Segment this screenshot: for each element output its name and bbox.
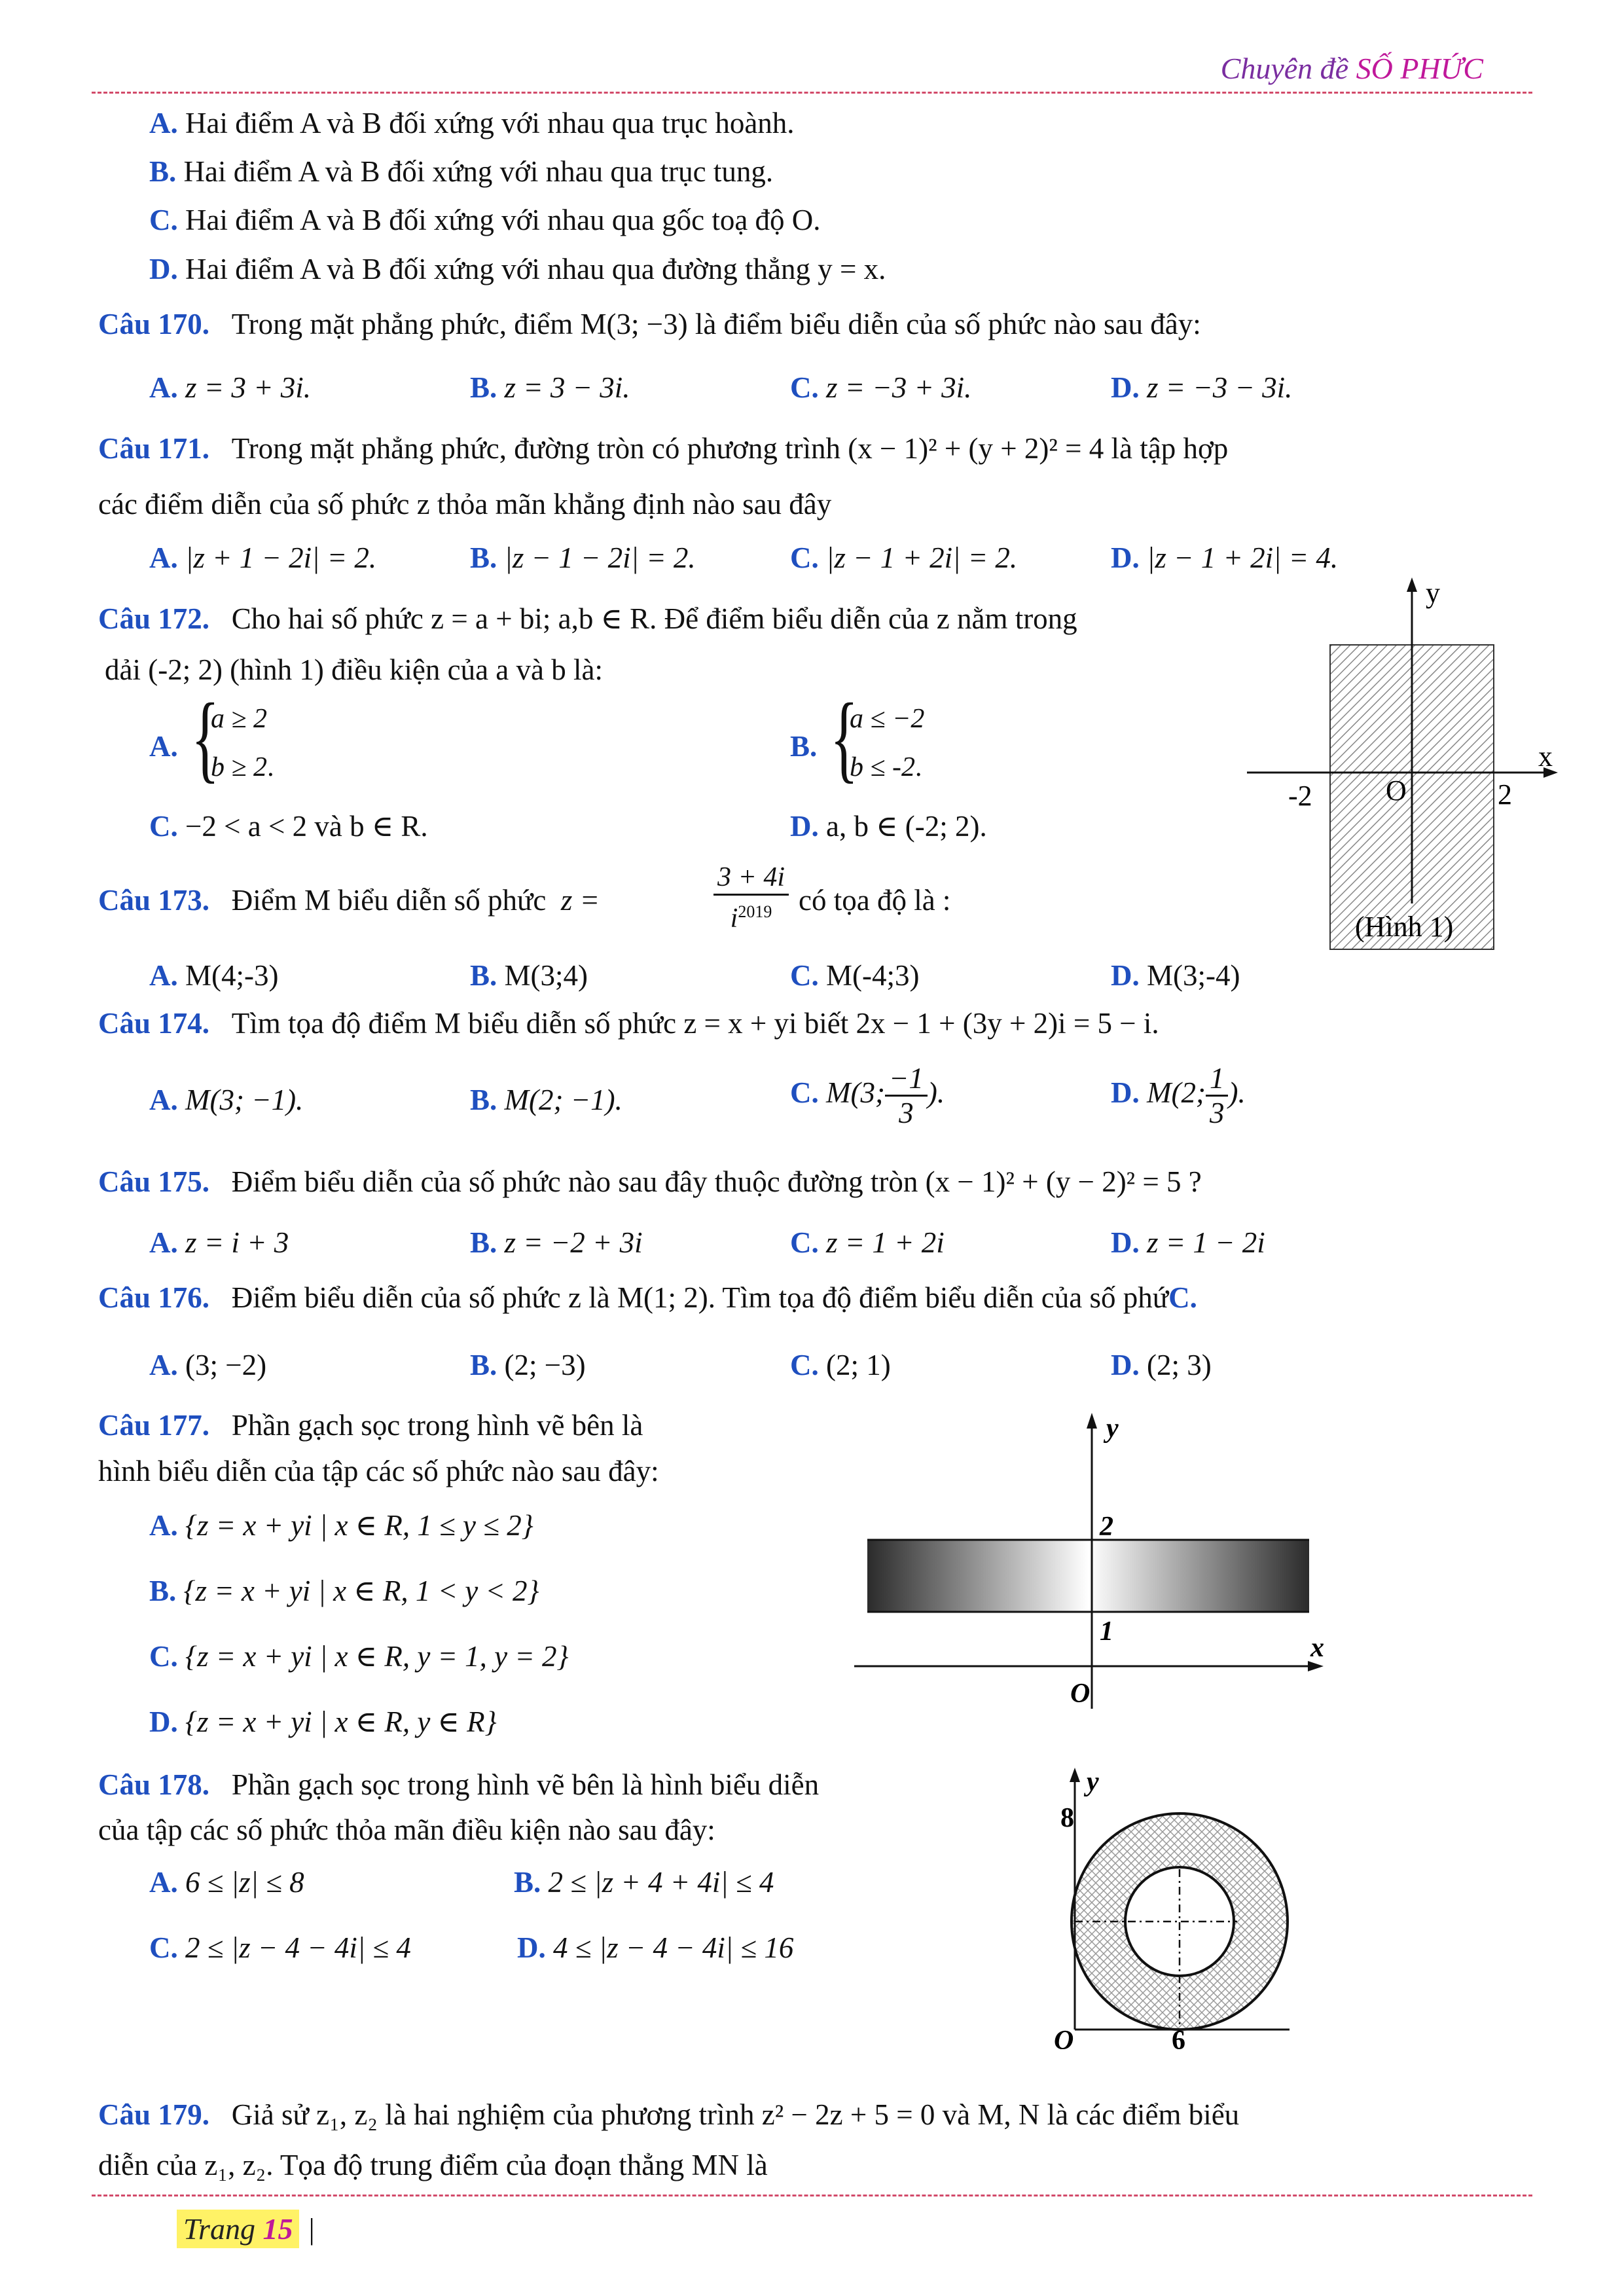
q172-option-b-brace: { [830, 683, 859, 792]
q171-stem-line2: các điểm diễn của số phức z thỏa mãn khẳng định nào sau đây [98, 488, 832, 520]
q174-stem: Câu 174. Tìm tọa độ điểm M biểu diễn số phức z = x + yi biết 2x − 1 + (3y + 2)i = 5 − i. [98, 1007, 1159, 1040]
band-region [867, 1540, 1309, 1612]
page-header [1221, 51, 1483, 86]
q178-stem-line1: Câu 178. Phần gạch sọc trong hình vẽ bên là hình biểu diễn [98, 1768, 820, 1801]
q172-option-a-brace: { [191, 683, 220, 792]
q178-option-c: C. 2 ≤ |z − 4 − 4i| ≤ 4 [149, 1931, 411, 1964]
neg2-label: -2 [1288, 780, 1312, 812]
figure-caption: (Hình 1) [1355, 911, 1454, 943]
label-eight: 8 [1060, 1803, 1074, 1833]
q170-option-d: D. z = −3 − 3i. [1111, 371, 1293, 404]
q174-option-c: C. M(3; $\frac{-1}{3}$ ). [790, 1062, 945, 1129]
figure-q178-annulus [1021, 1761, 1309, 2049]
y-label: y [1106, 1413, 1119, 1444]
q175-option-d: D. z = 1 − 2i [1111, 1226, 1265, 1259]
q177-stem-line2: hình biểu diễn của tập các số phức nào sau đây: [98, 1455, 659, 1487]
q172-option-b-line2: b ≤ -2. [850, 752, 922, 782]
q173-stem-tail: có tọa độ là : [799, 884, 951, 917]
q178-option-a: A. 6 ≤ |z| ≤ 8 [149, 1866, 304, 1899]
q173-fraction: $\frac{3 + 4i}{i^{2019}}$ [713, 861, 789, 935]
q176-stem: Câu 176. Điểm biểu diễn của số phức z là M(1; 2). Tìm tọa độ điểm biểu diễn của số phứC. [98, 1281, 1197, 1314]
q170-option-c: C. z = −3 + 3i. [790, 371, 972, 404]
page-footer: Trang 15 | [177, 2212, 316, 2246]
origin-label: O [1070, 1679, 1091, 1709]
q175-option-c: C. z = 1 + 2i [790, 1226, 945, 1259]
x-label: x [1310, 1633, 1324, 1663]
q173-stem: Câu 173. Điểm M biểu diễn số phức z = [98, 884, 600, 917]
q172-option-b-key: B. [790, 730, 818, 763]
label-two: 2 [1100, 1512, 1113, 1542]
q175-option-a: A. z = i + 3 [149, 1226, 289, 1259]
q176-option-c: C. (2; 1) [790, 1349, 891, 1381]
y-label: y [1426, 577, 1440, 609]
origin-label: O [1386, 774, 1407, 807]
q171-option-c: C. |z − 1 + 2i| = 2. [790, 541, 1018, 574]
q177-option-c: C. {z = x + yi | x ∈ R, y = 1, y = 2} [149, 1640, 569, 1673]
q175-stem: Câu 175. Điểm biểu diễn của số phức nào sau đây thuộc đường tròn (x − 1)² + (y − 2)² = 5 ? [98, 1165, 1202, 1198]
q178-option-b: B. 2 ≤ |z + 4 + 4i| ≤ 4 [514, 1866, 774, 1899]
q178-stem-line2: của tập các số phức thỏa mãn điều kiện nào sau đây: [98, 1813, 715, 1846]
q174-option-b: B. M(2; −1). [470, 1084, 623, 1116]
q173-option-d: D. M(3;-4) [1111, 959, 1240, 992]
q170-option-b: B. z = 3 − 3i. [470, 371, 630, 404]
figure-q177-band [844, 1408, 1355, 1715]
header-topic: SỐ PHỨC [1356, 52, 1483, 85]
page-number-box: Trang 15 [177, 2210, 299, 2248]
label-one: 1 [1100, 1616, 1113, 1647]
q179-stem-line2: diễn của z₁, z₂. Tọa độ trung điểm của đoạn thẳng MN là [98, 2149, 768, 2181]
q177-option-b: B. {z = x + yi | x ∈ R, 1 < y < 2} [149, 1575, 539, 1607]
q177-option-a: A. {z = x + yi | x ∈ R, 1 ≤ y ≤ 2} [149, 1509, 533, 1542]
y-label: y [1087, 1767, 1099, 1797]
q172-option-a-line1: a ≥ 2 [211, 704, 268, 734]
q172-stem-line1: Câu 172. Cho hai số phức z = a + bi; a,b ∈ R. Để điểm biểu diễn của z nằm trong [98, 602, 1077, 635]
q175-option-b: B. z = −2 + 3i [470, 1226, 643, 1259]
y-axis-arrow [1087, 1413, 1097, 1429]
origin-label: O [1054, 2026, 1074, 2049]
header-prefix: Chuyên đề [1220, 52, 1356, 85]
q177-option-d: D. {z = x + yi | x ∈ R, y ∈ R} [149, 1705, 497, 1738]
q169-option-d: D. Hai điểm A và B đối xứng với nhau qua đường thẳng y = x. [149, 253, 886, 285]
q172-option-a-key: A. [149, 730, 178, 763]
q171-option-b: B. |z − 1 − 2i| = 2. [470, 541, 696, 574]
q171-option-d: D. |z − 1 + 2i| = 4. [1111, 541, 1339, 574]
q169-option-c: C. Hai điểm A và B đối xứng với nhau qua gốc toạ độ O. [149, 204, 821, 236]
pos2-label: 2 [1498, 778, 1512, 811]
q172-option-c: C. −2 < a < 2 và b ∈ R. [149, 810, 428, 843]
q173-option-b: B. M(3;4) [470, 959, 588, 992]
label-six: 6 [1172, 2026, 1185, 2049]
q172-option-b-line1: a ≤ −2 [850, 704, 925, 734]
q170-stem: Câu 170. Trong mặt phẳng phức, điểm M(3; −3) là điểm biểu diễn của số phức nào sau đây: [98, 308, 1201, 340]
q173-option-c: C. M(-4;3) [790, 959, 920, 992]
figure-1-strip [1231, 570, 1571, 962]
q176-option-b: B. (2; −3) [470, 1349, 586, 1381]
q172-stem-line2: dải (-2; 2) (hình 1) điều kiện của a và b là: [105, 653, 603, 686]
q172-option-d: D. a, b ∈ (-2; 2). [790, 810, 987, 843]
q176-option-d: D. (2; 3) [1111, 1349, 1212, 1381]
y-axis-arrow [1070, 1768, 1080, 1782]
q169-option-a: A. Hai điểm A và B đối xứng với nhau qua trục hoành. [149, 107, 795, 139]
q174-option-a: A. M(3; −1). [149, 1084, 304, 1116]
q172-option-a-line2: b ≥ 2. [211, 752, 274, 782]
q174-option-d: D. M(2; $\frac{1}{3}$ ). [1111, 1062, 1246, 1129]
q173-option-a: A. M(4;-3) [149, 959, 279, 992]
q169-option-b: B. Hai điểm A và B đối xứng với nhau qua trục tung. [149, 155, 774, 188]
y-axis-arrow [1407, 577, 1417, 592]
q177-stem-line1: Câu 177. Phần gạch sọc trong hình vẽ bên là [98, 1409, 643, 1442]
header-rule [92, 92, 1532, 94]
q171-stem-line1: Câu 171. Trong mặt phẳng phức, đường tròn có phương trình (x − 1)² + (y + 2)² = 4 là tập hợp [98, 432, 1229, 465]
footer-rule [92, 2195, 1532, 2196]
q170-option-a: A. z = 3 + 3i. [149, 371, 311, 404]
q179-stem-line1: Câu 179. Giả sử z₁, z₂ là hai nghiệm của phương trình z² − 2z + 5 = 0 và M, N là các điểm biểu [98, 2098, 1240, 2131]
q176-option-a: A. (3; −2) [149, 1349, 267, 1381]
x-label: x [1538, 740, 1553, 773]
q178-option-d: D. 4 ≤ |z − 4 − 4i| ≤ 16 [517, 1931, 794, 1964]
q171-option-a: A. |z + 1 − 2i| = 2. [149, 541, 377, 574]
